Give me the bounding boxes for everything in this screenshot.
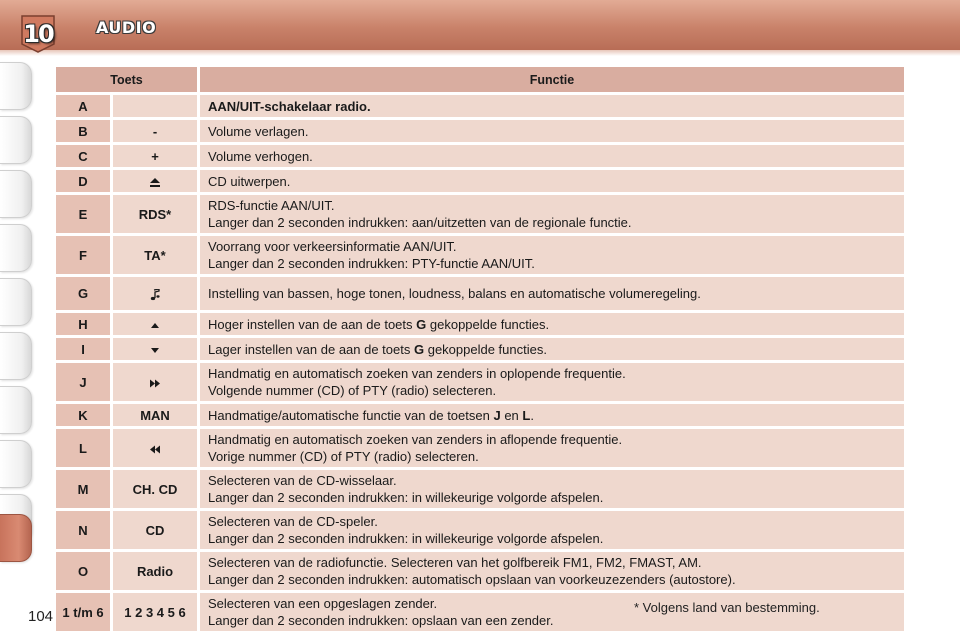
function-text: . bbox=[530, 407, 534, 423]
table-row bbox=[56, 404, 904, 426]
function-line: Selecteren van een opgeslagen zender. bbox=[208, 596, 438, 611]
table-row bbox=[56, 429, 904, 467]
function-cell bbox=[200, 277, 904, 310]
function-cell bbox=[200, 236, 904, 274]
table-row bbox=[56, 363, 904, 401]
function-line bbox=[208, 407, 896, 424]
symbol-cell: CD bbox=[113, 511, 200, 549]
table-row bbox=[56, 511, 904, 549]
function-line: Langer dan 2 seconden indrukken: PTY-functie AAN/UIT. bbox=[208, 256, 535, 271]
function-text: Handmatige/automatische functie van de toetsen bbox=[208, 407, 494, 423]
key-cell: F bbox=[56, 236, 113, 274]
symbol-cell bbox=[113, 363, 200, 401]
function-line: Voorrang voor verkeersinformatie AAN/UIT. bbox=[208, 239, 457, 254]
function-line: Selecteren van de CD-wisselaar. bbox=[208, 473, 397, 488]
function-line: CD uitwerpen. bbox=[208, 173, 291, 189]
symbol-cell bbox=[113, 338, 200, 360]
side-tab-2[interactable] bbox=[0, 116, 32, 164]
function-cell bbox=[200, 552, 904, 590]
function-cell bbox=[200, 511, 904, 549]
function-line bbox=[208, 316, 896, 333]
side-tab-7[interactable] bbox=[0, 386, 32, 434]
function-line: AAN/UIT-schakelaar radio. bbox=[208, 98, 371, 114]
eject-icon bbox=[148, 177, 162, 188]
side-tab-1[interactable] bbox=[0, 62, 32, 110]
side-tab-8[interactable] bbox=[0, 440, 32, 488]
function-text: Lager instellen van de aan de toets bbox=[208, 341, 414, 357]
key-cell: D bbox=[56, 170, 113, 192]
function-line: Langer dan 2 seconden indrukken: automatisch opslaan van voorkeuzezenders (autostore). bbox=[208, 572, 736, 587]
key-reference: L bbox=[522, 407, 531, 423]
page-number: 104 bbox=[28, 608, 54, 625]
function-line: RDS-functie AAN/UIT. bbox=[208, 198, 335, 213]
chapter-number: 10 bbox=[23, 20, 53, 48]
function-cell bbox=[200, 95, 904, 117]
chapter-title: AUDIO bbox=[96, 18, 157, 37]
function-line: Langer dan 2 seconden indrukken: aan/uitzetten van de regionale functie. bbox=[208, 215, 632, 230]
function-line: Handmatig en automatisch zoeken van zenders in aflopende frequentie. bbox=[208, 432, 623, 447]
key-cell: J bbox=[56, 363, 113, 401]
table-row bbox=[56, 338, 904, 360]
header-fade bbox=[0, 50, 960, 56]
function-line: Vorige nummer (CD) of PTY (radio) selecteren. bbox=[208, 449, 479, 464]
function-line: Instelling van bassen, hoge tonen, loudness, balans en automatische volumeregeling. bbox=[208, 286, 701, 301]
symbol-cell: RDS* bbox=[113, 195, 200, 233]
function-line bbox=[208, 341, 896, 358]
table-row bbox=[56, 552, 904, 590]
function-text: Hoger instellen van de aan de toets bbox=[208, 316, 417, 332]
function-cell bbox=[200, 338, 904, 360]
table-row bbox=[56, 277, 904, 310]
function-cell bbox=[200, 195, 904, 233]
symbol-cell bbox=[113, 429, 200, 467]
function-line: Volume verhogen. bbox=[208, 148, 313, 164]
arrow-up-icon bbox=[150, 322, 160, 329]
header-key: Toets bbox=[56, 67, 200, 92]
function-line: Volgende nummer (CD) of PTY (radio) selecteren. bbox=[208, 383, 497, 398]
table-row bbox=[56, 195, 904, 233]
function-text: gekoppelde functies. bbox=[424, 341, 547, 357]
function-text: en bbox=[500, 407, 523, 423]
side-tab-4[interactable] bbox=[0, 224, 32, 272]
function-line: Langer dan 2 seconden indrukken: in willekeurige volgorde afspelen. bbox=[208, 490, 604, 505]
rewind-icon bbox=[149, 445, 161, 454]
function-cell bbox=[200, 470, 904, 508]
symbol-cell: - bbox=[113, 120, 200, 142]
key-cell: I bbox=[56, 338, 113, 360]
audio-functions-table bbox=[56, 64, 904, 634]
key-cell: B bbox=[56, 120, 113, 142]
side-tab-5[interactable] bbox=[0, 278, 32, 326]
key-cell: N bbox=[56, 511, 113, 549]
fast-forward-icon bbox=[149, 379, 161, 388]
side-tab-6[interactable] bbox=[0, 332, 32, 380]
footnote: * Volgens land van bestemming. bbox=[634, 600, 820, 615]
function-cell bbox=[200, 404, 904, 426]
header-function: Functie bbox=[200, 67, 904, 92]
function-text: gekoppelde functies. bbox=[426, 316, 550, 332]
key-cell: L bbox=[56, 429, 113, 467]
music-note-icon bbox=[150, 289, 160, 301]
function-line: Selecteren van de radiofunctie. Selecteren van het golfbereik FM1, FM2, FMAST, AM. bbox=[208, 555, 702, 570]
key-cell: K bbox=[56, 404, 113, 426]
symbol-cell: + bbox=[113, 145, 200, 167]
function-cell bbox=[200, 429, 904, 467]
table-row bbox=[56, 470, 904, 508]
function-cell bbox=[200, 313, 904, 335]
table-row bbox=[56, 95, 904, 117]
table-row bbox=[56, 170, 904, 192]
function-cell bbox=[200, 170, 904, 192]
function-cell bbox=[200, 120, 904, 142]
arrow-down-icon bbox=[150, 347, 160, 354]
key-reference: G bbox=[416, 316, 427, 332]
symbol-cell bbox=[113, 313, 200, 335]
symbol-cell bbox=[113, 170, 200, 192]
key-reference: J bbox=[493, 407, 501, 423]
key-cell: A bbox=[56, 95, 113, 117]
key-cell: 1 t/m 6 bbox=[56, 593, 113, 631]
symbol-cell bbox=[113, 95, 200, 117]
function-line: Langer dan 2 seconden indrukken: opslaan van een zender. bbox=[208, 613, 554, 628]
key-cell: C bbox=[56, 145, 113, 167]
function-cell bbox=[200, 145, 904, 167]
function-line: Langer dan 2 seconden indrukken: in willekeurige volgorde afspelen. bbox=[208, 531, 604, 546]
symbol-cell: CH. CD bbox=[113, 470, 200, 508]
side-tab-active[interactable] bbox=[0, 514, 32, 562]
symbol-cell: 1 2 3 4 5 6 bbox=[113, 593, 200, 631]
table-header-row bbox=[56, 67, 904, 92]
key-cell: E bbox=[56, 195, 113, 233]
function-line: Handmatig en automatisch zoeken van zenders in oplopende frequentie. bbox=[208, 366, 626, 381]
function-cell bbox=[200, 363, 904, 401]
table-row bbox=[56, 145, 904, 167]
key-cell: O bbox=[56, 552, 113, 590]
function-line: Selecteren van de CD-speler. bbox=[208, 514, 378, 529]
function-line: Volume verlagen. bbox=[208, 123, 309, 139]
side-tabs bbox=[0, 62, 36, 602]
side-tab-3[interactable] bbox=[0, 170, 32, 218]
key-cell: H bbox=[56, 313, 113, 335]
key-cell: M bbox=[56, 470, 113, 508]
table-row bbox=[56, 120, 904, 142]
key-reference: G bbox=[413, 341, 425, 357]
chapter-badge bbox=[20, 14, 56, 54]
table-row bbox=[56, 236, 904, 274]
symbol-cell: MAN bbox=[113, 404, 200, 426]
key-cell: G bbox=[56, 277, 113, 310]
symbol-cell: Radio bbox=[113, 552, 200, 590]
symbol-cell: TA* bbox=[113, 236, 200, 274]
symbol-cell bbox=[113, 277, 200, 310]
table-row bbox=[56, 313, 904, 335]
